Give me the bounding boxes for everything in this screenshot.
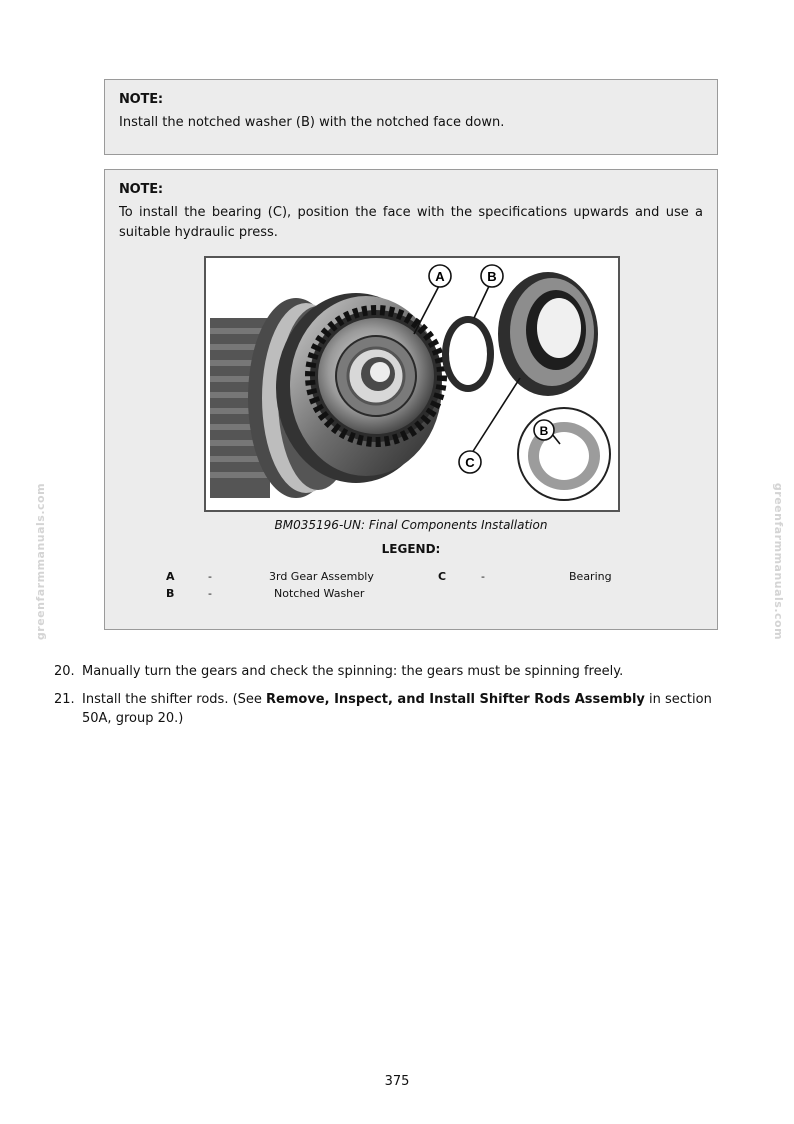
step-item — [54, 662, 744, 681]
components-illustration — [204, 256, 620, 512]
step-number: 21. — [54, 692, 75, 707]
page-number: 375 — [384, 1074, 410, 1089]
note-box-bearing — [104, 169, 718, 630]
callout-a — [429, 265, 451, 287]
svg-text:A: A — [435, 269, 445, 284]
note-text: To install the bearing (C), position the face with the specifications upwards and use a suitable hydraulic press. — [119, 205, 703, 240]
svg-text:C: C — [465, 455, 475, 470]
procedure-steps — [54, 662, 744, 737]
svg-text:B: B — [539, 424, 549, 438]
step-number: 20. — [54, 664, 75, 679]
bearing-icon — [498, 272, 598, 396]
callout-b — [481, 265, 503, 287]
legend-title: LEGEND: — [381, 542, 441, 556]
step-text-pre: Install the shifter rods. (See — [82, 692, 267, 707]
legend-key-a: A — [166, 570, 175, 583]
third-gear-assembly-icon — [310, 310, 442, 442]
watermark-right: greenfarmmanuals.com — [772, 482, 786, 641]
step-text: Manually turn the gears and check the spinning: the gears must be spinning freely. — [82, 664, 624, 679]
watermark-left: greenfarmmanuals.com — [34, 482, 48, 641]
svg-text:B: B — [487, 269, 497, 284]
cross-reference-link[interactable]: Remove, Inspect, and Install Shifter Rods Assembly — [266, 692, 645, 707]
legend-dash-c: - — [481, 570, 485, 583]
note-title: NOTE: — [119, 182, 163, 197]
legend-key-c: C — [438, 570, 447, 583]
step-text-post: in section 50A, group 20.) — [82, 692, 712, 726]
legend-label-c: Bearing — [569, 570, 612, 583]
legend-label-b: Notched Washer — [274, 587, 365, 600]
step-text — [82, 690, 744, 728]
note-title: NOTE: — [119, 92, 163, 107]
legend-key-b: B — [166, 587, 175, 600]
legend-dash-a: - — [208, 570, 212, 583]
note-text: Install the notched washer (B) with the notched face down. — [119, 115, 505, 130]
callout-c — [459, 451, 481, 473]
washer-detail-icon — [518, 408, 610, 500]
callout-b-detail — [534, 420, 554, 440]
legend-label-a: 3rd Gear Assembly — [269, 570, 374, 583]
figure-caption: BM035196-UN: Final Components Installation — [274, 518, 548, 532]
note-box-washer — [104, 79, 718, 155]
legend-dash-b: - — [208, 587, 212, 600]
notched-washer-icon — [442, 316, 494, 392]
step-item — [54, 690, 744, 728]
